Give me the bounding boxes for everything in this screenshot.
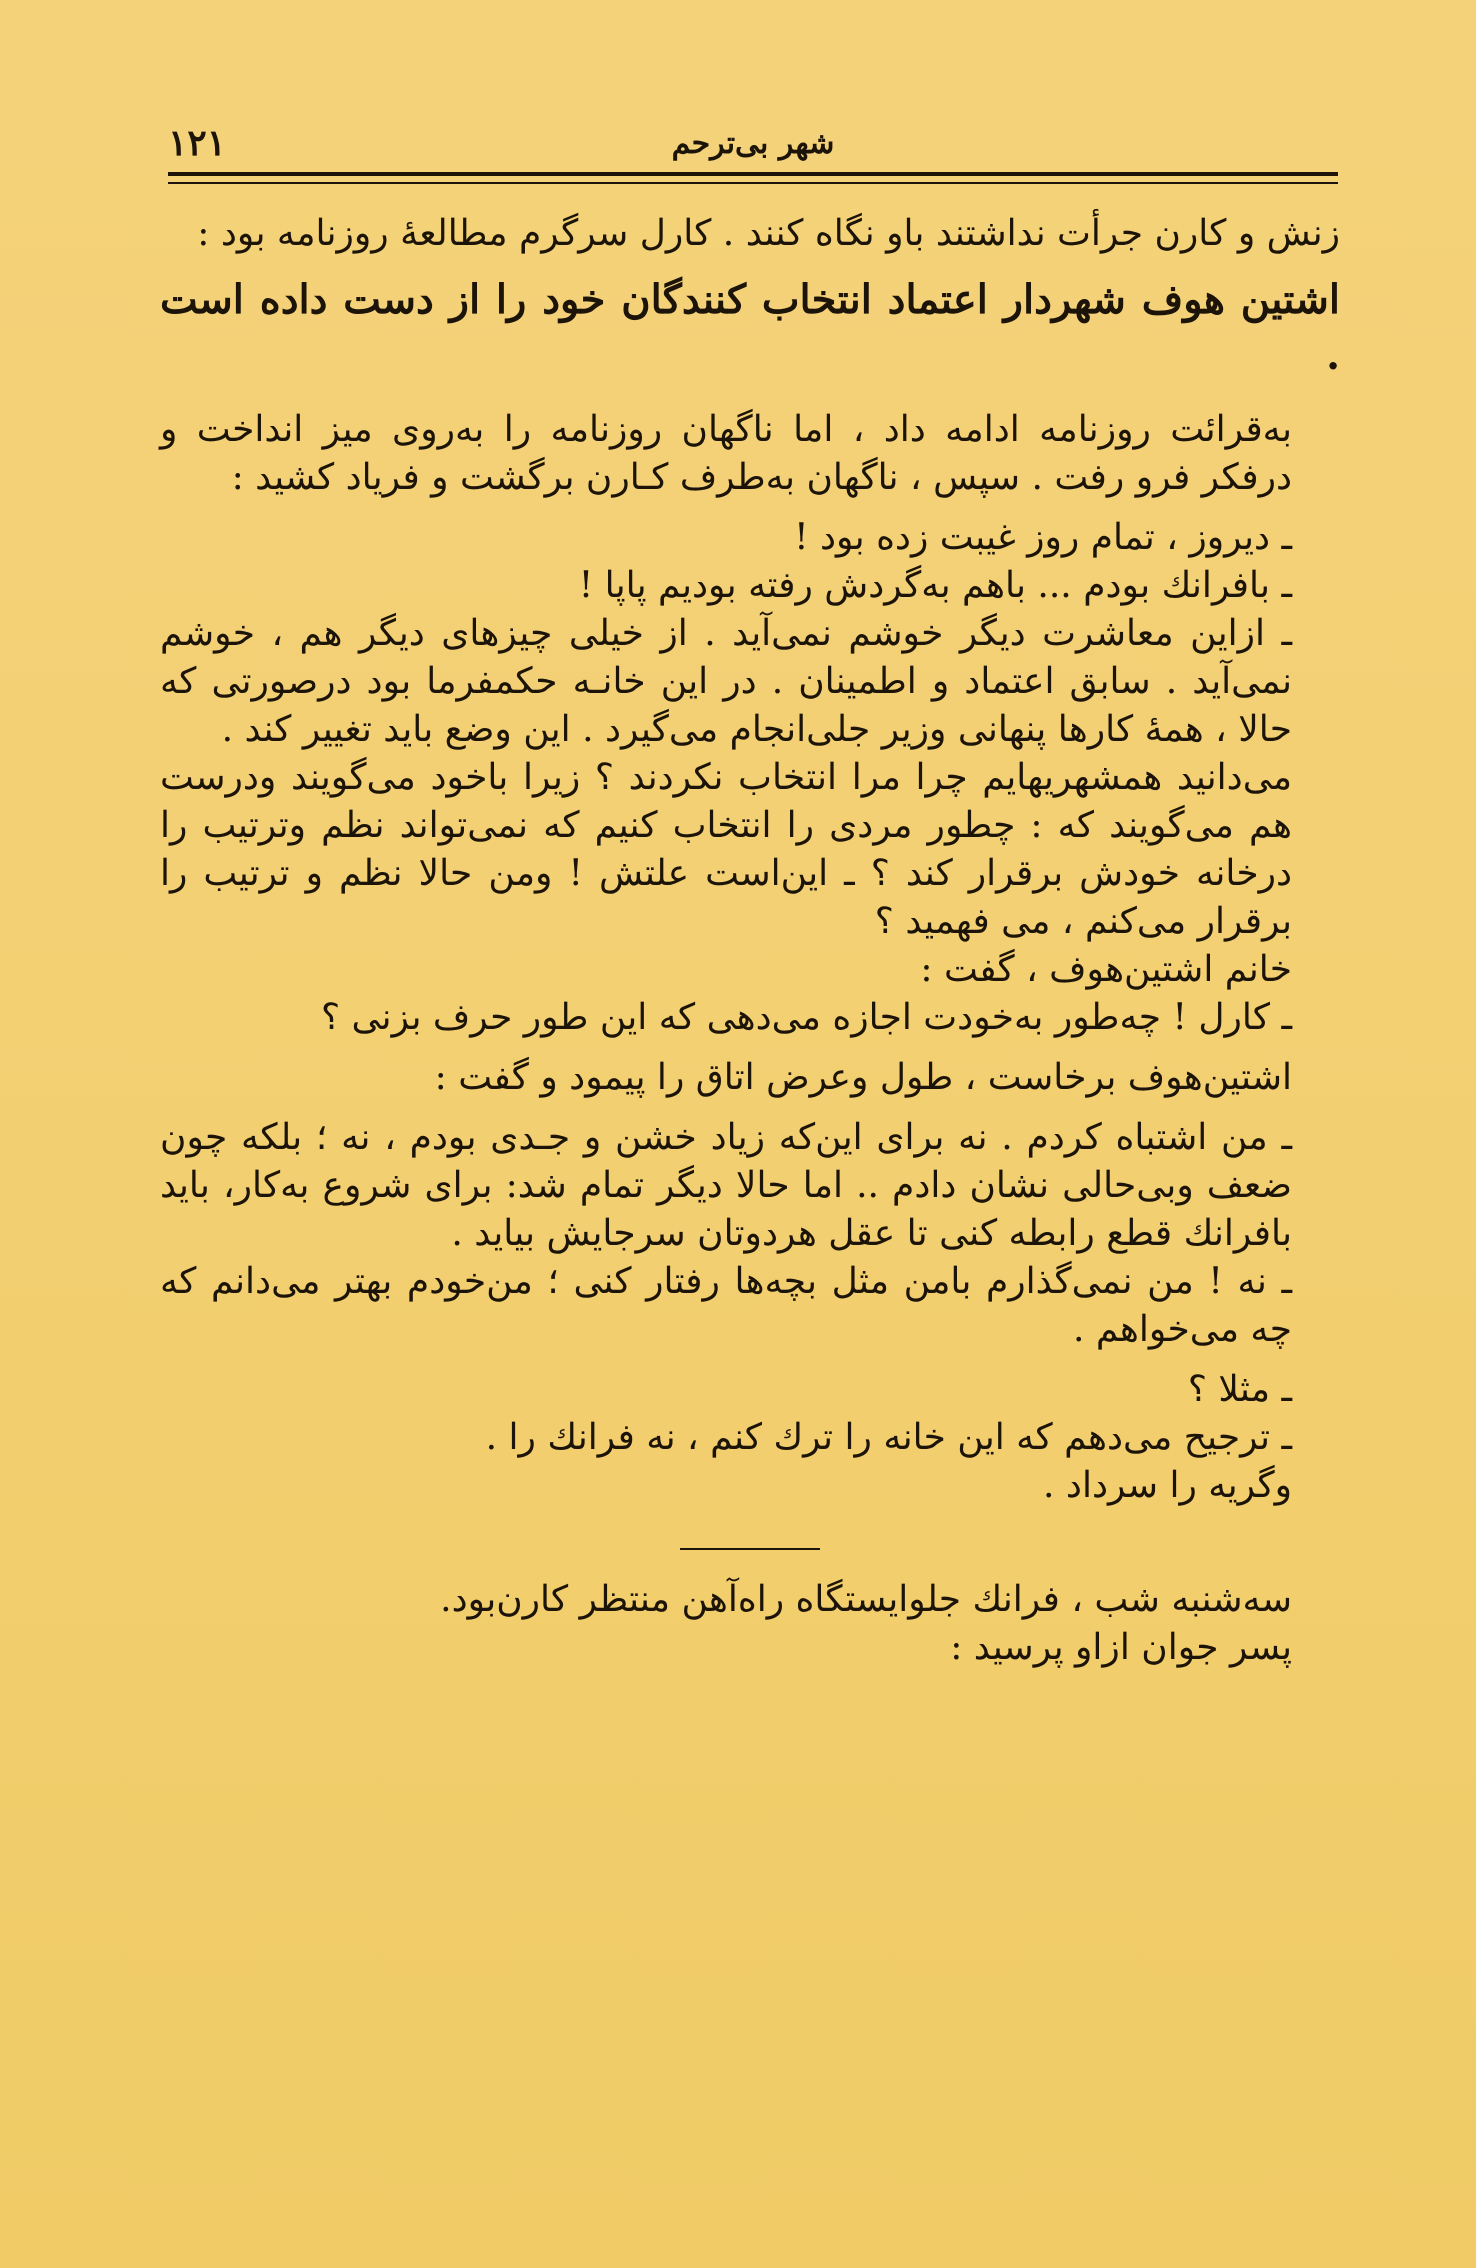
- section-divider: [680, 1548, 820, 1550]
- paragraph: به‌قرائت روزنامه ادامه داد ، اما ناگهان روزنامه را به‌روی میز انداخت و درفکر فرو رفت . سپس ، ناگهان به‌طرف کـارن برگشت و فریاد کشید :: [160, 409, 1292, 498]
- paragraph: پسر جوان ازاو پرسید :: [950, 1627, 1292, 1668]
- running-head: [168, 118, 1338, 178]
- running-title: شهر بی‌ترحم: [671, 126, 835, 161]
- dialogue-line: ـ ترجیح می‌دهم که این خانه را ترك کنم ، نه فرانك را .: [485, 1417, 1292, 1458]
- paragraph: خانم اشتین‌هوف ، گفت :: [920, 949, 1292, 990]
- paragraph: سه‌شنبه شب ، فرانك جلوایستگاه راه‌آهن منتظر کارن‌بود.: [440, 1579, 1292, 1620]
- header-rule-thick: [168, 172, 1338, 176]
- paragraph: می‌دانید همشهریهایم چرا مرا انتخاب نکردند ؟ زیرا باخود می‌گویند ودرست هم می‌گویند که : چطور مردی را انتخاب کنیم که نمی‌تواند نظم وترتیب را درخانه خودش برقرار کند ؟ ـ این‌است علتش ! ومن حالا نظم و ترتیب را برقرار می‌کنم ، می فهمید ؟: [160, 757, 1292, 942]
- page-number: ۱۲۱: [168, 122, 227, 164]
- paragraph: زنش و کارن جرأت نداشتند باو نگاه کنند . کارل سرگرم مطالعهٔ روزنامه بود :: [197, 213, 1340, 254]
- dialogue-line: ـ دیروز ، تمام روز غیبت زده بود !: [794, 517, 1292, 558]
- body-text: [160, 210, 1340, 1672]
- paragraph: اشتین‌هوف برخاست ، طول وعرض اتاق را پیمود و گفت :: [434, 1057, 1292, 1098]
- dialogue-line: ـ کارل ! چه‌طور به‌خودت اجازه می‌دهی که این طور حرف بزنی ؟: [321, 997, 1292, 1038]
- header-rule-thin: [168, 182, 1338, 184]
- dialogue-line: ـ نه ! من نمی‌گذارم بامن مثل بچه‌ها رفتار کنی ؛ من‌خودم بهتر می‌دانم که چه می‌خواهم .: [160, 1261, 1292, 1350]
- dialogue-line: ـ بافرانك بودم ... باهم به‌گردش رفته بودیم پاپا !: [578, 565, 1292, 606]
- dialogue-line: ـ ازاین معاشرت دیگر خوشم نمی‌آید . از خیلی چیزهای دیگر هم ، خوشم نمی‌آید . سابق اعتماد و اطمینان . در این خانـه حکمفرما بود درصورتی که حالا ، همهٔ کارها پنهانی وزیر جلی‌انجام می‌گیرد . این وضع باید تغییر کند .: [160, 613, 1292, 750]
- dialogue-line: ـ من اشتباه کردم . نه برای این‌که زیاد خشن و جـدی بودم ، نه ؛ بلکه چون ضعف وبی‌حالی نشان دادم .. اما حالا دیگر تمام شد: برای شروع به‌کار، باید بافرانك قطع رابطه کنی تا عقل هردوتان سرجایش بیاید .: [160, 1117, 1292, 1254]
- newspaper-headline: اشتین هوف شهردار اعتماد انتخاب کنندگان خود را از دست داده است .: [160, 276, 1340, 379]
- dialogue-line: ـ مثلا ؟: [1187, 1369, 1292, 1410]
- paragraph: وگریه را سرداد .: [1043, 1465, 1292, 1506]
